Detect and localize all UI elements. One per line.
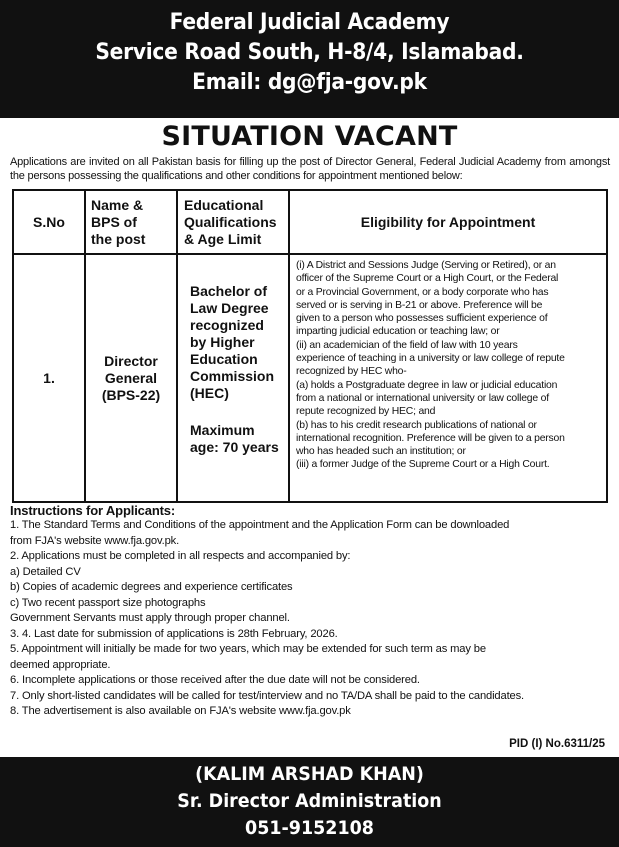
row-post-name: [85, 254, 177, 502]
header-education: [177, 190, 289, 254]
header-sno: S.No: [13, 190, 85, 254]
eligibility-line: officer of the Supreme Court or a High Court, or the Federal: [296, 273, 559, 285]
instructions-section: [10, 503, 610, 720]
instruction-line: 7. Only short-listed candidates will be called for test/interview and no TA/DA shall be paid to the candidates.: [10, 689, 525, 702]
footer-banner: [0, 757, 619, 847]
header-banner: [0, 0, 619, 118]
eligibility-line: from a national or international university or law college of: [296, 392, 549, 404]
posts-table: [12, 189, 608, 503]
edu-line: by Higher: [190, 334, 255, 350]
age-line: age: 70 years: [190, 439, 279, 455]
header-name-line: BPS of: [91, 213, 137, 230]
edu-line: Law Degree: [190, 300, 269, 316]
eligibility-line: experience of teaching in a university or law college of repute: [296, 353, 565, 365]
row-education: [177, 254, 289, 502]
org-address: Service Road South, H-8/4, Islamabad.: [95, 40, 524, 65]
instruction-line: 8. The advertisement is also available on FJA's website www.fja.gov.pk: [10, 705, 351, 717]
eligibility-line: repute recognized by HEC; and: [296, 406, 436, 418]
signatory-name: (KALIM ARSHAD KHAN): [195, 763, 424, 785]
eligibility-line: (a) holds a Postgraduate degree in law or judicial education: [296, 379, 558, 391]
header-name-line: Name &: [91, 196, 144, 213]
table-row: [13, 254, 607, 502]
instructions-title: Instructions for Applicants:: [10, 503, 176, 518]
signatory-designation: Sr. Director Administration: [177, 790, 442, 812]
edu-line: recognized: [190, 317, 264, 333]
eligibility-line: international recognition. Preference will be given to a person: [296, 432, 565, 444]
row-eligibility: [289, 254, 607, 502]
instruction-line: 1. The Standard Terms and Conditions of the appointment and the Application Form can be downloaded: [10, 519, 510, 531]
post-name-line: General: [104, 369, 158, 386]
instruction-line: 2. Applications must be completed in all respects and accompanied by:: [10, 550, 351, 562]
eligibility-line: given to a person who possesses sufficient experience of: [296, 313, 548, 325]
eligibility-line: who has headed such an institution; or: [296, 446, 466, 458]
eligibility-line: (ii) an academician of the field of law with 10 years: [296, 339, 518, 351]
instruction-line: a) Detailed CV: [10, 565, 81, 578]
instruction-line: deemed appropriate.: [10, 658, 111, 671]
table-header-row: [13, 190, 607, 254]
edu-line: Education: [190, 351, 258, 367]
eligibility-line: (i) A District and Sessions Judge (Serving or Retired), or an: [296, 260, 556, 271]
eligibility-line: served or is serving in B-21 or above. Preference will be: [296, 299, 543, 311]
page-title: SITUATION VACANT: [161, 121, 458, 152]
header-name-line: the post: [91, 230, 146, 247]
eligibility-line: (iii) a former Judge of the Supreme Court or a High Court.: [296, 459, 550, 471]
edu-line: (HEC): [190, 385, 229, 401]
eligibility-line: imparting judicial education or teaching law; or: [296, 326, 500, 338]
instruction-line: 6. Incomplete applications or those received after the due date will not be considered.: [10, 674, 420, 686]
instruction-line: c) Two recent passport size photographs: [10, 596, 206, 609]
edu-line: Bachelor of: [190, 283, 268, 299]
row-sno: 1.: [13, 254, 85, 502]
org-name: Federal Judicial Academy: [169, 10, 450, 35]
age-line: Maximum: [190, 422, 255, 438]
header-name: [85, 190, 177, 254]
eligibility-line: recognized by HEC who-: [296, 366, 407, 378]
eligibility-line: (b) has to his credit research publications of national or: [296, 419, 537, 431]
header-edu-line: Educational: [184, 196, 264, 213]
org-email: Email: dg@fja-gov.pk: [192, 70, 427, 95]
pid-number: PID (I) No.6311/25: [509, 738, 605, 750]
edu-line: Commission: [190, 368, 275, 384]
age-limit: [190, 422, 284, 456]
contact-phone: 051-9152108: [245, 817, 374, 839]
eligibility-line: or a Provincial Government, or a body corporate who has: [296, 286, 549, 298]
header-edu-line: Qualifications: [184, 213, 277, 230]
intro-paragraph: Applications are invited on all Pakistan basis for filling up the post of Director General, Federal Judicial Academy from amongst the persons possessing the qualifications and other conditions for appointment mentioned below:: [10, 156, 610, 182]
instruction-line: b) Copies of academic degrees and experience certificates: [10, 581, 293, 593]
header-eligibility: Eligibility for Appointment: [289, 190, 607, 254]
instruction-line: 3. 4. Last date for submission of applications is 28th February, 2026.: [10, 627, 338, 640]
post-name-line: Director: [104, 352, 158, 369]
instruction-line: 5. Appointment will initially be made for two years, which may be extended for such term as may be: [10, 643, 486, 655]
header-edu-line: & Age Limit: [184, 230, 262, 247]
instruction-line: Government Servants must apply through proper channel.: [10, 612, 290, 624]
instruction-line: from FJA's website www.fja.gov.pk.: [10, 534, 180, 547]
post-name-line: (BPS-22): [101, 386, 161, 403]
